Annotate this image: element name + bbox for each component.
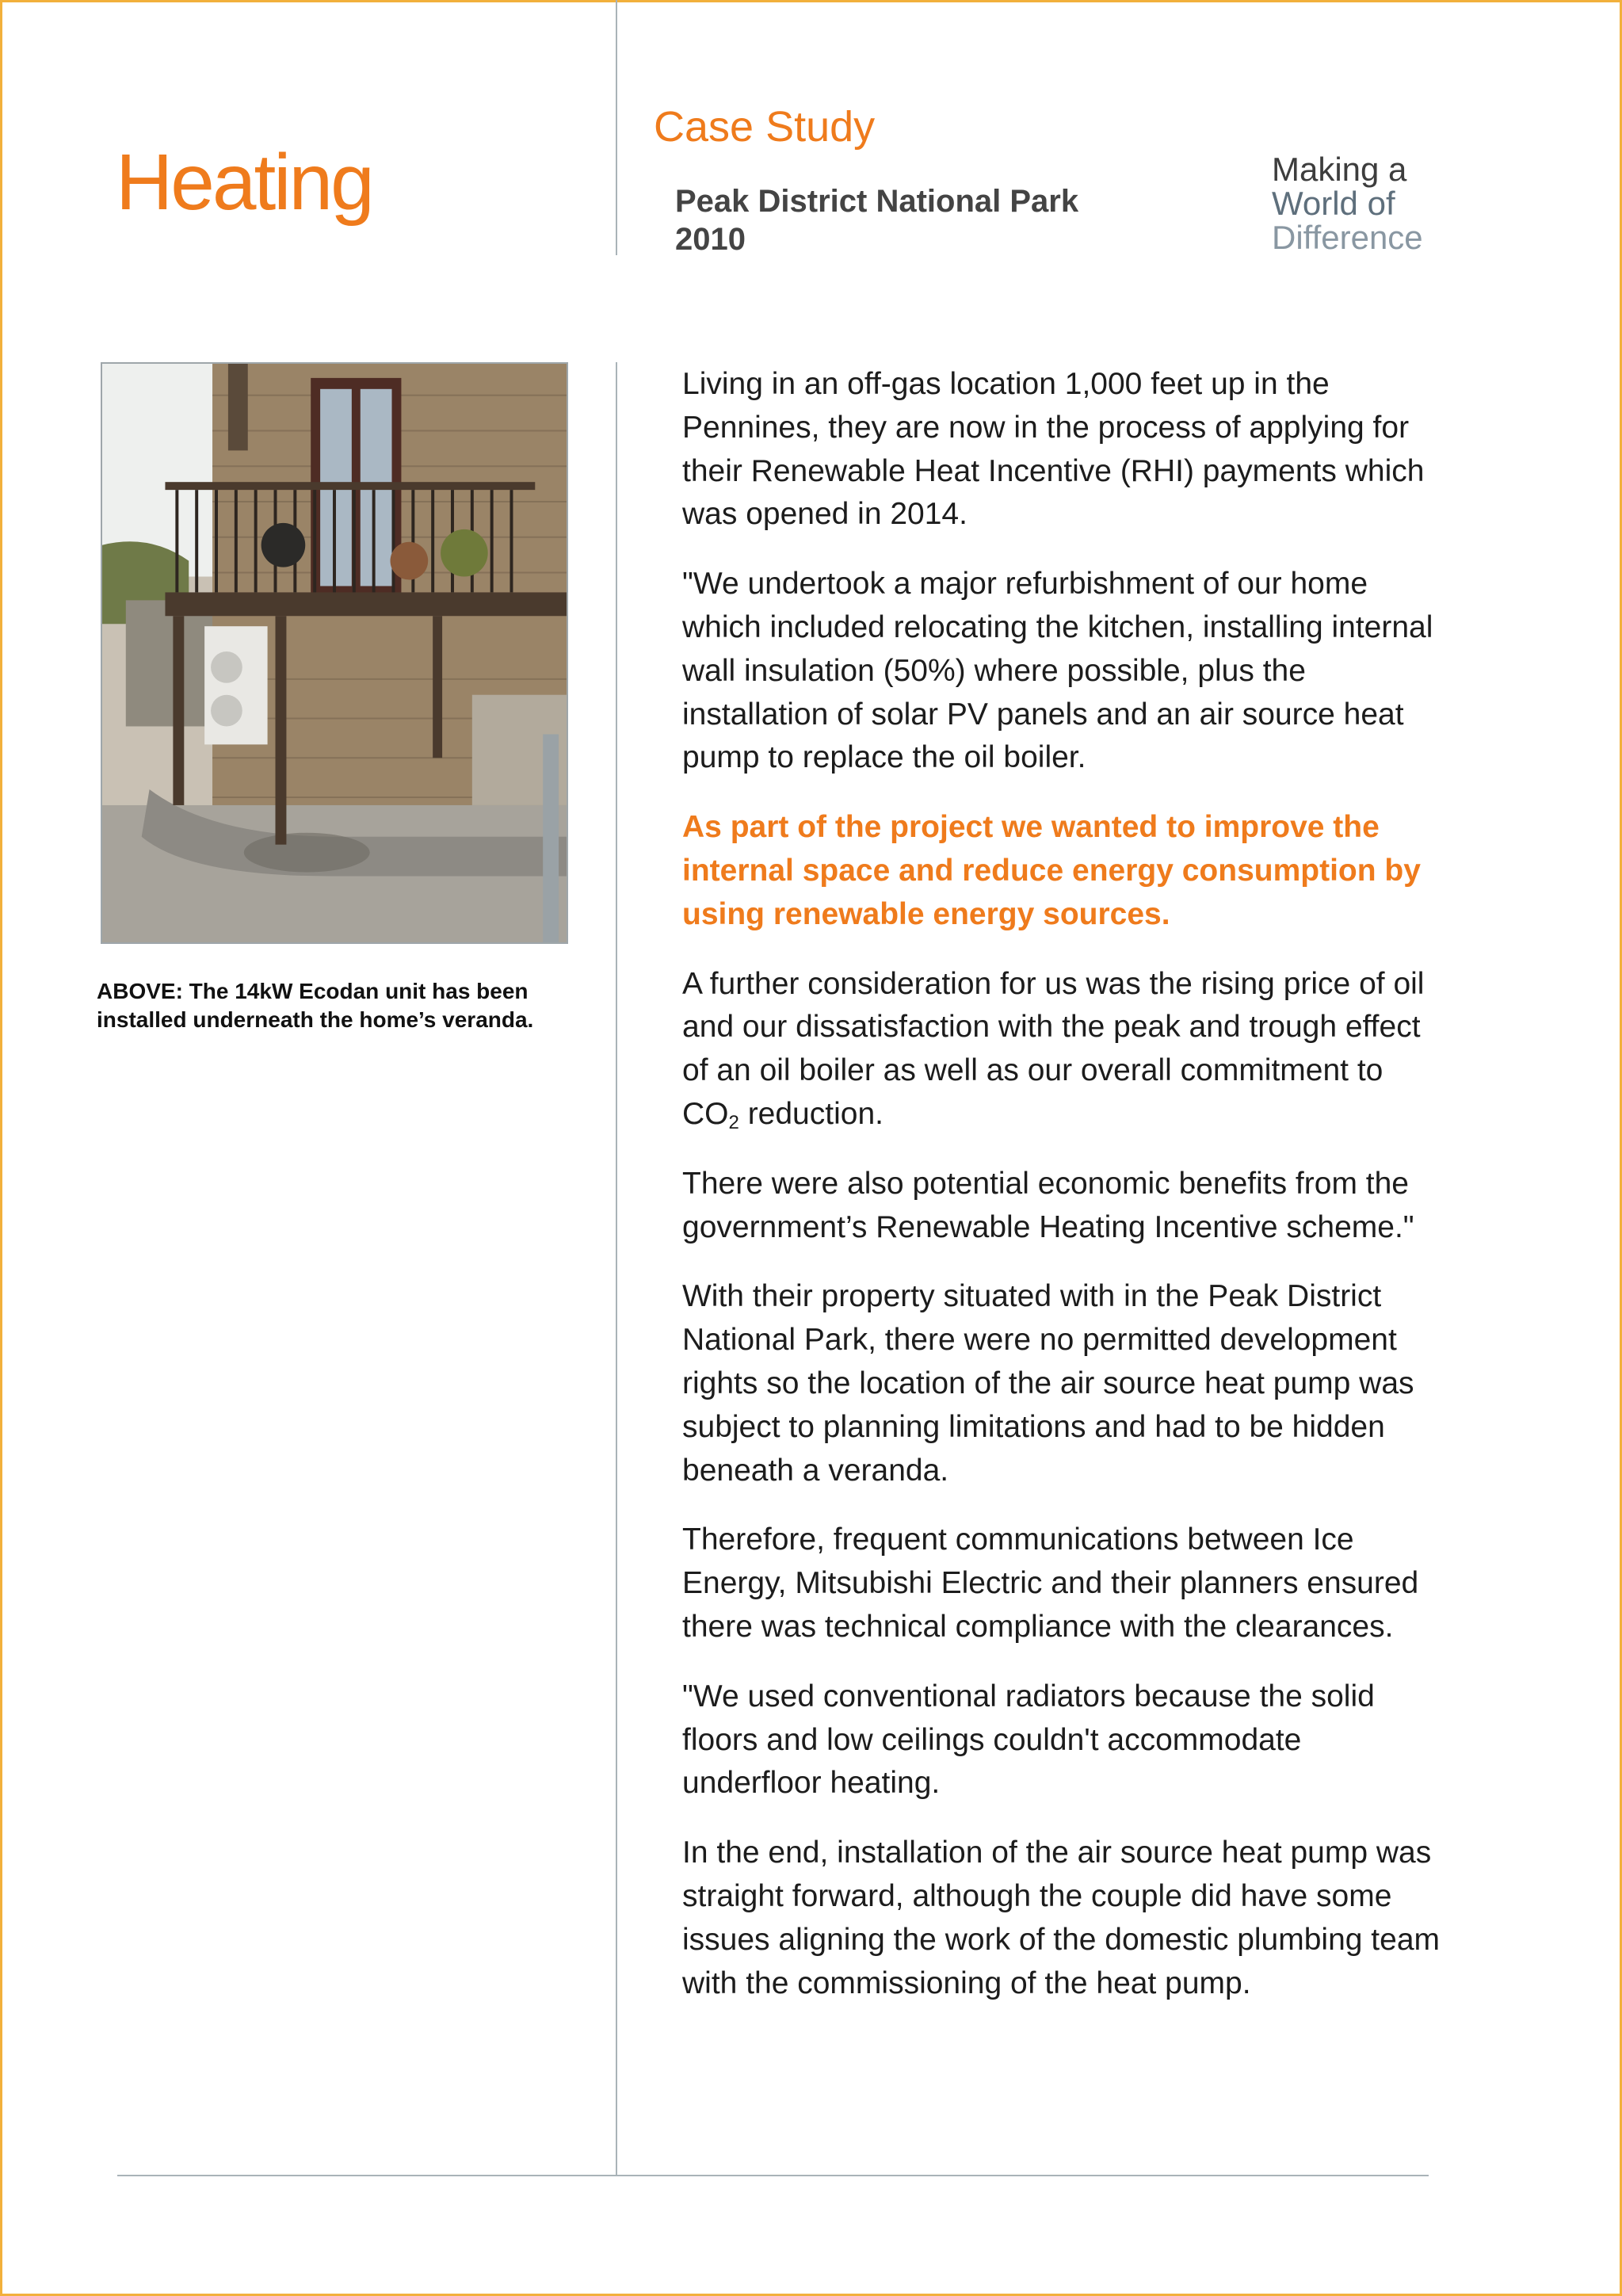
paragraph-4-text: A further consideration for us was the rising price of oil and our dissatisfaction with the peak and trough effect of an oil boiler as well as our overall commitment to CO	[682, 966, 1425, 1131]
pull-quote: As part of the project we wanted to improve the internal space and reduce energy consumption by using renewable energy sources.	[682, 810, 1421, 931]
veranda-photo	[101, 362, 568, 944]
slogan-line-1: Making a	[1272, 151, 1407, 188]
paragraph-6: With their property situated with in the Peak District National Park, there were no permitted development rights so the location of the air source heat pump was subject to planning limitations and had to be hidden beneath a veranda.	[682, 1279, 1414, 1488]
paragraph-1: Living in an off-gas location 1,000 feet up in the Pennines, they are now in the process of applying for their Renewable Heat Incentive (RHI) payments which was opened in 2014.	[682, 367, 1425, 532]
case-study-label: Case Study	[654, 103, 876, 151]
header-divider	[616, 0, 617, 255]
paragraph-2: "We undertook a major refurbishment of our home which included relocating the kitchen, installing internal wall insulation (50%) where possible, plus the installation of solar PV panels and an air source heat pump to replace the oil boiler.	[682, 567, 1433, 775]
slogan-logo	[1272, 152, 1557, 254]
slogan-line-3: Difference	[1272, 219, 1423, 256]
footer-rule	[117, 2175, 1429, 2176]
paragraph-5: There were also potential economic benefits from the government’s Renewable Heating Incentive scheme."	[682, 1166, 1414, 1244]
paragraph-7: Therefore, frequent communications between Ice Energy, Mitsubishi Electric and their planners ensured there was technical compliance with the clearances.	[682, 1522, 1419, 1644]
location-name: Peak District National Park	[675, 184, 1079, 219]
paragraph-4-end: reduction.	[738, 1096, 884, 1131]
column-divider	[616, 362, 617, 2176]
section-title: Heating	[116, 138, 372, 227]
co2-subscript: 2	[728, 1111, 739, 1133]
paragraph-4	[682, 963, 1443, 1137]
photo-caption: ABOVE: The 14kW Ecodan unit has been installed underneath the home’s veranda.	[97, 979, 534, 1032]
slogan-line-2: World of	[1272, 185, 1395, 222]
article-body	[682, 363, 1443, 2031]
project-location	[675, 182, 1166, 258]
paragraph-8: "We used conventional radiators because the solid floors and low ceilings couldn't accommodate underfloor heating.	[682, 1679, 1375, 1801]
location-year: 2010	[675, 222, 746, 257]
paragraph-9: In the end, installation of the air source heat pump was straight forward, although the couple did have some issues aligning the work of the domestic plumbing team with the commissioning of the heat pump.	[682, 1836, 1440, 2000]
